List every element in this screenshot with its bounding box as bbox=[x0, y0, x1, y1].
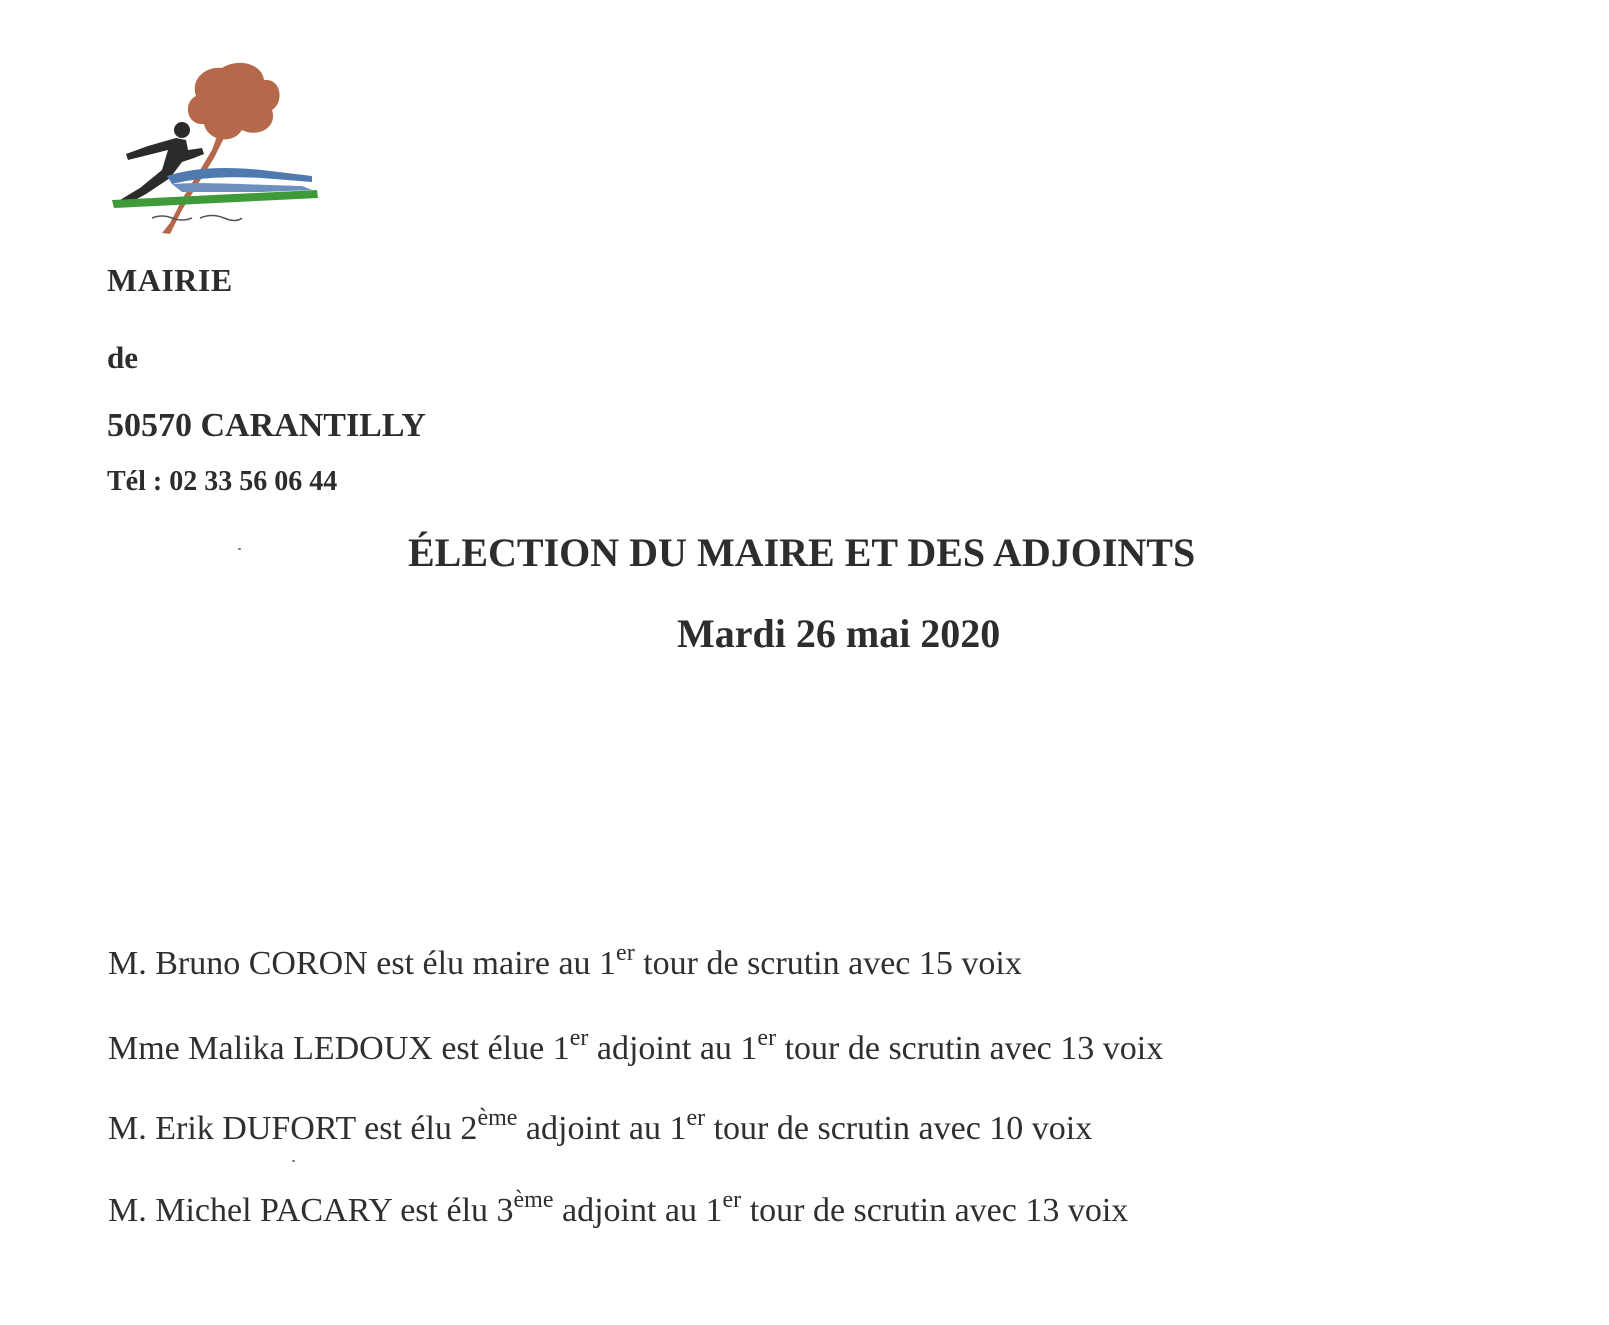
result-text: adjoint au 1 bbox=[553, 1192, 723, 1229]
result-text: M. Erik DUFORT est élu 2 bbox=[108, 1110, 478, 1147]
ordinal-suffix: er bbox=[686, 1105, 706, 1131]
scan-speck bbox=[292, 1160, 295, 1162]
city-label: 50570 CARANTILLY bbox=[107, 407, 426, 444]
ordinal-suffix: er bbox=[616, 940, 635, 966]
result-line-adjoint-2 bbox=[108, 1105, 1093, 1148]
result-text: M. Bruno CORON est élu maire au 1 bbox=[108, 945, 617, 982]
result-line-adjoint-3 bbox=[108, 1187, 1129, 1230]
result-text: tour de scrutin avec 10 voix bbox=[705, 1110, 1093, 1147]
result-text: adjoint au 1 bbox=[517, 1110, 687, 1147]
result-text: Mme Malika LEDOUX est élue 1 bbox=[108, 1030, 570, 1067]
ordinal-suffix: ème bbox=[513, 1187, 554, 1213]
tree-figure-icon bbox=[112, 58, 332, 238]
document-title bbox=[0, 529, 1609, 576]
ordinal-suffix: er bbox=[757, 1025, 777, 1051]
result-line-adjoint-1 bbox=[108, 1025, 1164, 1068]
mairie-label: MAIRIE bbox=[107, 262, 233, 298]
ordinal-suffix: ème bbox=[477, 1105, 518, 1131]
ordinal-suffix: er bbox=[569, 1025, 589, 1051]
result-text: tour de scrutin avec 13 voix bbox=[741, 1192, 1129, 1229]
document-date: Mardi 26 mai 2020 bbox=[677, 611, 1001, 656]
phone-label: Tél : 02 33 56 06 44 bbox=[107, 466, 338, 497]
town-logo bbox=[112, 58, 332, 238]
result-text: tour de scrutin avec 13 voix bbox=[776, 1030, 1164, 1067]
ordinal-suffix: er bbox=[722, 1187, 742, 1213]
result-text: adjoint au 1 bbox=[588, 1030, 758, 1067]
scan-speck bbox=[238, 548, 241, 550]
document-title-text: ÉLECTION DU MAIRE ET DES ADJOINTS bbox=[408, 530, 1196, 575]
result-line-mayor bbox=[108, 940, 1022, 983]
de-label: de bbox=[107, 340, 138, 375]
result-text: tour de scrutin avec 15 voix bbox=[634, 945, 1022, 982]
result-text: M. Michel PACARY est élu 3 bbox=[108, 1192, 514, 1229]
